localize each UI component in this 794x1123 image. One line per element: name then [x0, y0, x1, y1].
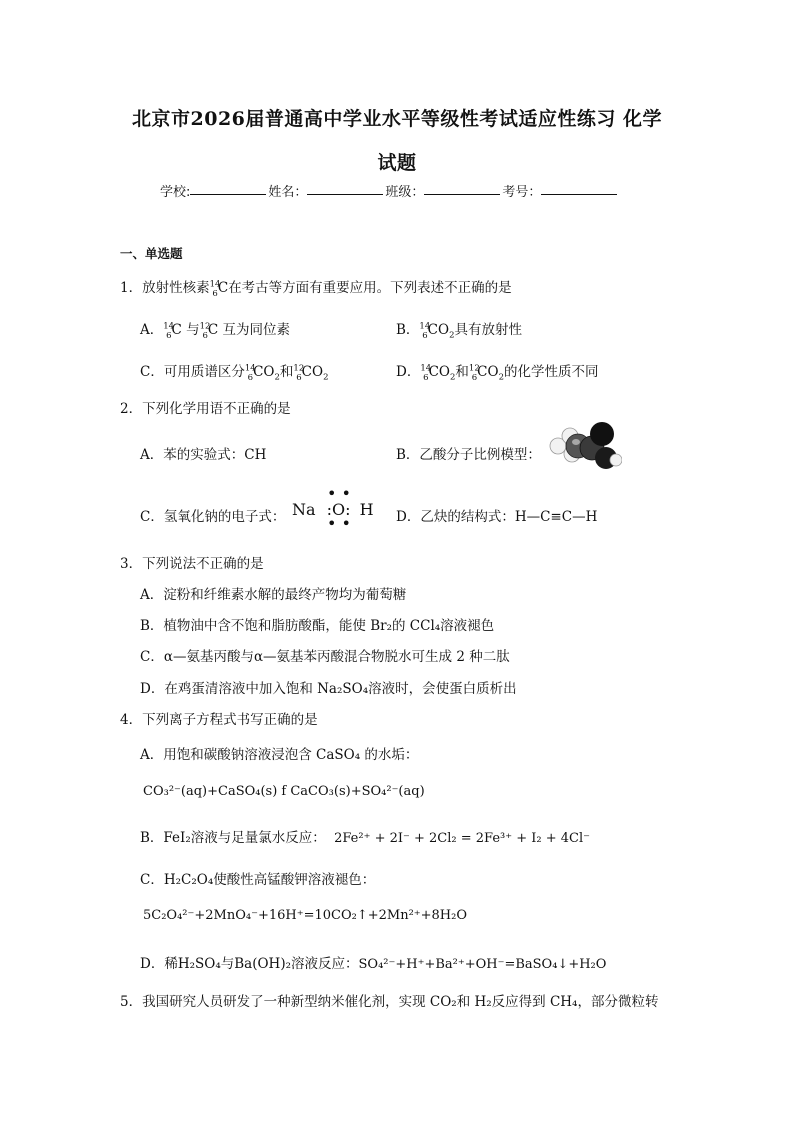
question-1-stem: 1．放射性核素$^{14}_6$C在考古等方面有重要应用。下列表述不正确的是	[120, 279, 512, 299]
student-info-row	[160, 181, 640, 200]
acetic-acid-model-image	[548, 420, 622, 472]
q1-c-mid: 和	[279, 364, 294, 380]
question-4-stem: 4．下列离子方程式书写正确的是	[120, 712, 318, 728]
naoh-na: Na	[292, 500, 316, 519]
q3-option-a: A．淀粉和纤维素水解的最终产物均为葡萄糖	[140, 587, 407, 603]
page-title: 北京市2026届普通高中学业水平等级性考试适应性练习 化学	[132, 108, 662, 130]
number-label: 考号：	[502, 185, 542, 200]
q4-b-equation: 2Fe²⁺ + 2I⁻ + 2Cl₂ = 2Fe³⁺ + I₂ + 4Cl⁻	[334, 831, 591, 846]
naoh-o: O	[332, 500, 346, 519]
q1-d-post: 的化学性质不同	[503, 364, 599, 380]
q1-a-post: 互为同位素	[222, 322, 290, 338]
q4-option-b: B．FeI₂溶液与足量氯水反应：	[140, 830, 326, 846]
class-field[interactable]	[424, 181, 500, 195]
q4-d-equation: SO₄²⁻+H⁺+Ba²⁺+OH⁻=BaSO₄↓+H₂O	[358, 957, 607, 972]
q2-option-a: A．苯的实验式：CH	[140, 447, 267, 463]
page-title-line2: 试题	[377, 152, 417, 174]
q1-stem-pre: 1．放射性核素	[120, 280, 210, 296]
q1-option-a: A．$^{14}_6$C 与$^{12}_6$C 互为同位素	[140, 321, 290, 341]
q2-option-d: D．乙炔的结构式：H—C≡C—H	[396, 509, 598, 525]
naoh-electron-formula: Na :O: H	[292, 500, 374, 519]
q2-option-c: C．氢氧化钠的电子式：	[140, 509, 286, 525]
q1-a-label: A．	[140, 322, 164, 338]
naoh-top-dots: • •	[327, 484, 351, 503]
q4-option-a: A．用饱和碳酸钠溶液浸泡含 CaSO₄ 的水垢：	[140, 747, 419, 763]
school-label: 学校:	[160, 185, 191, 200]
question-5-stem: 5．我国研究人员研发了一种新型纳米催化剂，实现 CO₂和 H₂反应得到 CH₄，部分微粒转	[120, 994, 659, 1010]
q3-option-d: D．在鸡蛋清溶液中加入饱和 Na₂SO₄溶液时，会使蛋白质析出	[140, 681, 517, 697]
section-heading: 一、单选题	[120, 246, 183, 261]
q1-b-label: B．	[396, 322, 420, 338]
q4-option-d: D．稀H₂SO₄与Ba(OH)₂溶液反应：	[140, 956, 359, 972]
q1-option-c: C．可用质谱区分$^{14}_6CO_2$和$^{12}_6CO_2$	[140, 363, 329, 383]
q1-a-mid: 与	[186, 322, 200, 338]
question-3-stem: 3．下列说法不正确的是	[120, 556, 264, 572]
number-field[interactable]	[541, 181, 617, 195]
q3-option-b: B．植物油中含不饱和脂肪酸酯，能使 Br₂的 CCl₄溶液褪色	[140, 618, 495, 634]
naoh-h: H	[359, 500, 374, 519]
q1-c-label: C．可用质谱区分	[140, 364, 245, 380]
q1-option-d: D．$^{14}_6CO_2$和$^{12}_6CO_2$的化学性质不同	[396, 363, 599, 383]
q4-option-c: C．H₂C₂O₄使酸性高锰酸钾溶液褪色：	[140, 872, 376, 888]
q4-a-equation: CO₃²⁻(aq)+CaSO₄(s) f CaCO₃(s)+SO₄²⁻(aq)	[143, 784, 425, 799]
class-label: 班级：	[385, 185, 425, 200]
name-label: 姓名：	[268, 185, 308, 200]
question-2-stem: 2．下列化学用语不正确的是	[120, 401, 291, 417]
q3-option-c: C．α—氨基丙酸与α—氨基苯丙酸混合物脱水可生成 2 种二肽	[140, 649, 510, 665]
q1-d-mid: 和	[455, 364, 469, 380]
q1-d-label: D．	[396, 364, 421, 380]
q4-c-equation: 5C₂O₄²⁻+2MnO₄⁻+16H⁺=10CO₂↑+2Mn²⁺+8H₂O	[143, 908, 468, 923]
name-field[interactable]	[307, 181, 383, 195]
school-field[interactable]	[190, 181, 266, 195]
q4-option-d-row	[140, 952, 606, 972]
naoh-bottom-dots: • •	[327, 514, 351, 533]
q4-option-b-row	[140, 826, 590, 846]
q2-option-b: B．乙酸分子比例模型：	[396, 447, 541, 463]
q1-b-post: 具有放射性	[454, 322, 522, 338]
q1-option-b: B．$^{14}_6CO_2$具有放射性	[396, 321, 522, 341]
q1-stem-post: 在考古等方面有重要应用。下列表述不正确的是	[228, 280, 512, 296]
